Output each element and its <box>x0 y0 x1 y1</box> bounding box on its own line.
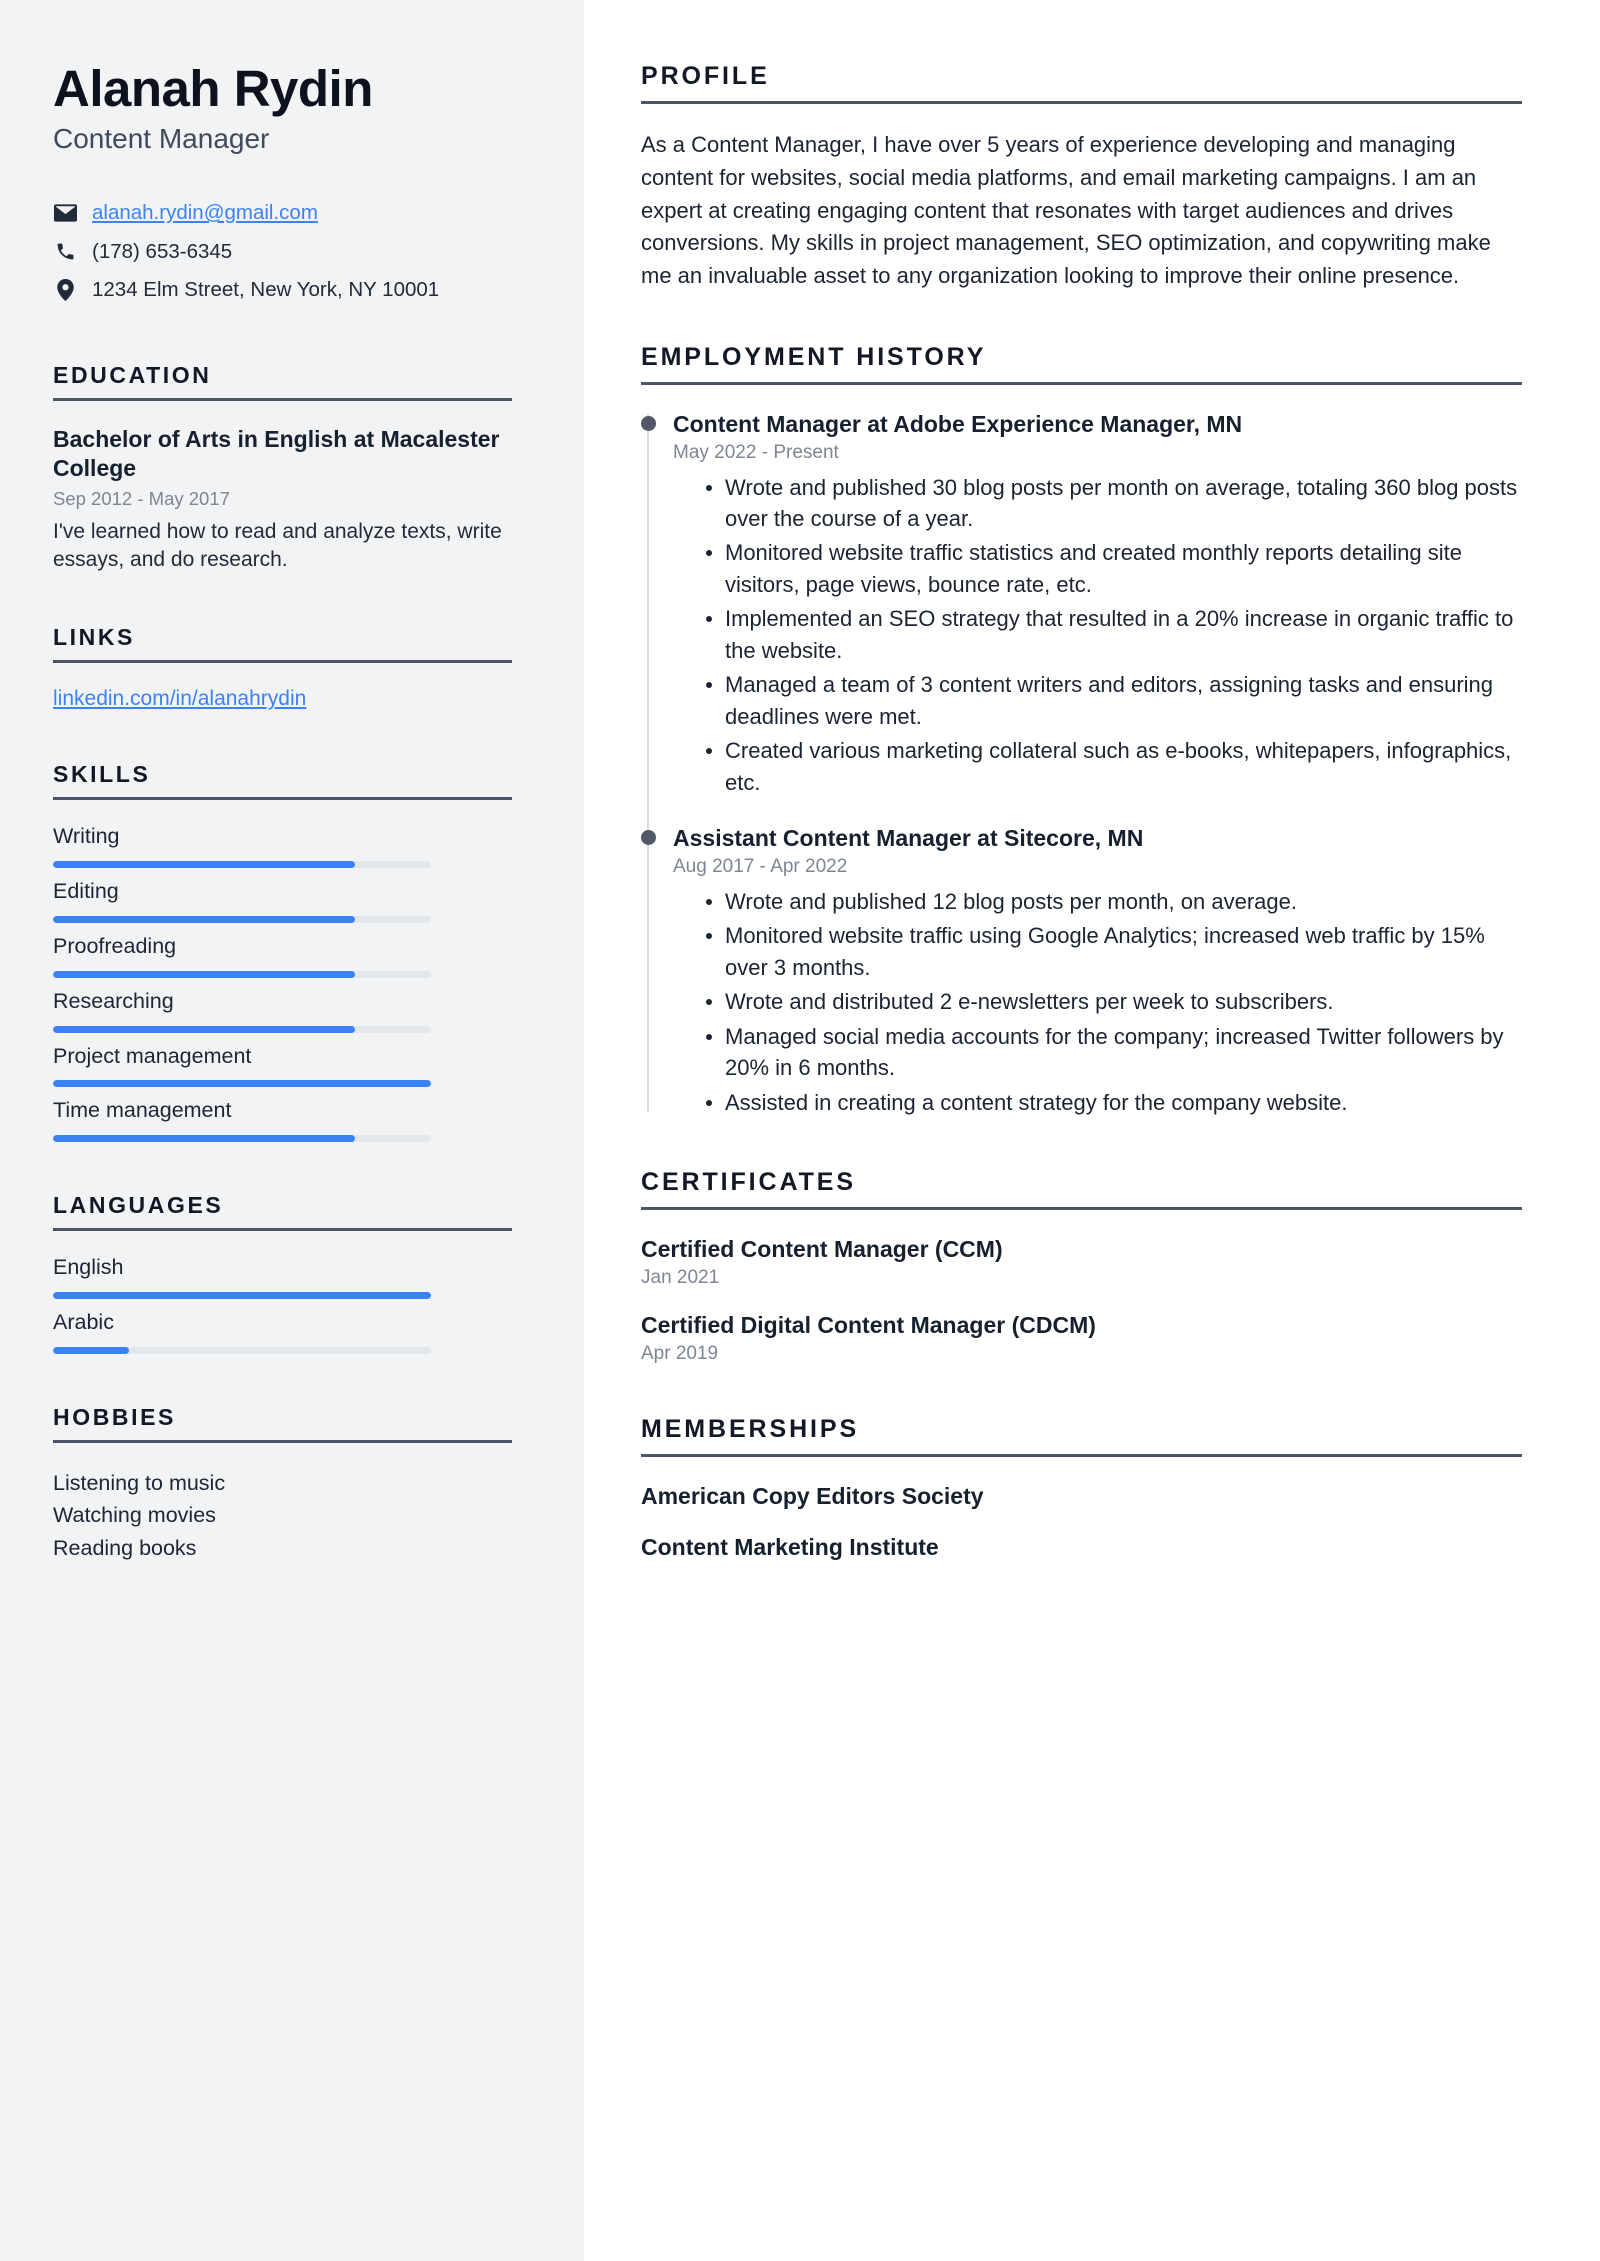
employment-bullet-list <box>673 886 1522 1118</box>
skill-row <box>53 879 512 923</box>
language-label: English <box>53 1255 124 1280</box>
memberships-divider <box>641 1454 1522 1457</box>
section-education <box>53 362 512 574</box>
skill-row <box>53 934 512 978</box>
education-heading: EDUCATION <box>53 362 212 389</box>
education-date: Sep 2012 - May 2017 <box>53 488 230 510</box>
skill-level-track <box>53 1080 431 1087</box>
phone-value: (178) 653-6345 <box>92 239 233 263</box>
skill-level-fill <box>53 861 355 868</box>
email-link[interactable]: alanah.rydin@gmail.com <box>92 201 318 225</box>
contact-address-row <box>53 276 512 304</box>
certificate-name: Certified Content Manager (CCM) <box>641 1236 1003 1263</box>
phone-icon <box>53 241 77 262</box>
languages-list <box>53 1255 512 1354</box>
certificates-divider <box>641 1207 1522 1210</box>
membership-item: American Copy Editors Society <box>641 1482 984 1509</box>
envelope-icon <box>53 204 77 222</box>
profile-heading: PROFILE <box>641 62 770 90</box>
employment-divider <box>641 382 1522 385</box>
certificates-list <box>641 1235 1522 1365</box>
languages-heading: LANGUAGES <box>53 1192 224 1219</box>
education-description: I've learned how to read and analyze texts, write essays, and do research. <box>53 520 502 572</box>
sidebar <box>0 0 584 2261</box>
certificate-entry <box>641 1311 1522 1365</box>
link-item-linkedin[interactable]: linkedin.com/in/alanahrydin <box>53 687 307 711</box>
skill-level-fill <box>53 1080 431 1087</box>
languages-divider <box>53 1228 512 1231</box>
skill-level-fill <box>53 1135 355 1142</box>
employment-bullet: Monitored website traffic using Google Analytics; increased web traffic by 15% over 3 months. <box>705 920 1522 983</box>
language-level-track <box>53 1347 431 1354</box>
skill-level-fill <box>53 916 355 923</box>
language-level-fill <box>53 1292 431 1299</box>
hobbies-list <box>53 1467 512 1565</box>
section-profile <box>641 62 1522 293</box>
skill-level-track <box>53 916 431 923</box>
hobbies-heading: HOBBIES <box>53 1403 176 1430</box>
hobbies-divider <box>53 1440 512 1443</box>
skill-level-track <box>53 1135 431 1142</box>
contact-phone-row <box>53 238 512 266</box>
section-links <box>53 624 512 711</box>
timeline-dot-icon <box>641 416 656 431</box>
employment-heading: EMPLOYMENT HISTORY <box>641 342 987 371</box>
employment-role: Content Manager at Adobe Experience Manager, MN <box>673 410 1243 437</box>
hobby-item: Reading books <box>53 1536 197 1561</box>
contact-email-row[interactable] <box>53 199 512 227</box>
employment-bullet: Wrote and distributed 2 e-newsletters per week to subscribers. <box>705 986 1522 1017</box>
candidate-name: Alanah Rydin <box>53 60 373 117</box>
memberships-list <box>641 1482 1522 1562</box>
skill-row <box>53 824 512 868</box>
skill-level-fill <box>53 1026 355 1033</box>
employment-role: Assistant Content Manager at Sitecore, MN <box>673 825 1144 852</box>
skill-row <box>53 1098 512 1142</box>
employment-bullet: Managed social media accounts for the company; increased Twitter followers by 20% in 6 months. <box>705 1021 1522 1084</box>
certificate-date: Jan 2021 <box>641 1267 720 1288</box>
certificate-name: Certified Digital Content Manager (CDCM) <box>641 1312 1096 1338</box>
certificates-heading: CERTIFICATES <box>641 1168 856 1197</box>
certificate-entry <box>641 1235 1522 1289</box>
skills-divider <box>53 797 512 800</box>
education-divider <box>53 398 512 401</box>
address-value: 1234 Elm Street, New York, NY 10001 <box>92 278 440 302</box>
section-certificates <box>641 1168 1522 1365</box>
employment-entry <box>673 824 1522 1118</box>
profile-text: As a Content Manager, I have over 5 years of experience developing and managing content for websites, social media platforms, and email marketing campaigns. I am an expert at creating engaging content that resonates with target audiences and drives conversions. My skills in project management, SEO optimization, and copywriting make me an invaluable asset to any organization looking to improve their online presence. <box>641 132 1491 289</box>
contact-list <box>53 199 512 304</box>
skill-label: Proofreading <box>53 933 177 958</box>
employment-bullet: Implemented an SEO strategy that resulted in a 20% increase in organic traffic to the website. <box>705 603 1522 666</box>
language-row <box>53 1310 512 1354</box>
skill-level-fill <box>53 971 355 978</box>
employment-bullet: Created various marketing collateral such as e-books, whitepapers, infographics, etc. <box>705 735 1522 798</box>
education-item <box>53 425 512 574</box>
main-column <box>584 0 1600 2261</box>
certificate-date: Apr 2019 <box>641 1342 719 1364</box>
employment-date: May 2022 - Present <box>673 441 839 463</box>
employment-bullet: Managed a team of 3 content writers and editors, assigning tasks and ensuring deadlines were met. <box>705 669 1522 732</box>
section-hobbies <box>53 1404 512 1565</box>
hobby-item: Listening to music <box>53 1470 226 1495</box>
skill-label: Writing <box>53 824 120 849</box>
employment-bullet: Wrote and published 30 blog posts per month on average, totaling 360 blog posts over the course of a year. <box>705 472 1522 535</box>
employment-timeline <box>641 410 1522 1118</box>
language-row <box>53 1255 512 1299</box>
section-skills <box>53 761 512 1142</box>
skill-label: Project management <box>53 1043 252 1068</box>
section-employment-history <box>641 343 1522 1118</box>
education-title: Bachelor of Arts in English at Macalester College <box>53 426 500 482</box>
section-languages <box>53 1192 512 1354</box>
skill-label: Time management <box>53 1098 232 1123</box>
skill-label: Researching <box>53 988 174 1013</box>
links-divider <box>53 660 512 663</box>
profile-divider <box>641 101 1522 104</box>
employment-bullet-list <box>673 472 1522 799</box>
links-heading: LINKS <box>53 624 135 651</box>
hobby-item: Watching movies <box>53 1503 216 1528</box>
skill-level-track <box>53 861 431 868</box>
skills-list <box>53 824 512 1142</box>
skill-label: Editing <box>53 879 119 904</box>
employment-bullet: Assisted in creating a content strategy for the company website. <box>705 1087 1522 1118</box>
memberships-heading: MEMBERSHIPS <box>641 1414 860 1443</box>
section-memberships <box>641 1415 1522 1562</box>
employment-bullet: Wrote and published 12 blog posts per month, on average. <box>705 886 1522 917</box>
skill-row <box>53 1044 512 1088</box>
employment-date: Aug 2017 - Apr 2022 <box>673 855 848 877</box>
language-level-fill <box>53 1347 129 1354</box>
skills-heading: SKILLS <box>53 761 151 788</box>
employment-entry <box>673 410 1522 798</box>
skill-level-track <box>53 971 431 978</box>
skill-row <box>53 989 512 1033</box>
language-level-track <box>53 1292 431 1299</box>
timeline-dot-icon <box>641 830 656 845</box>
map-pin-icon <box>53 279 77 301</box>
candidate-job-title: Content Manager <box>53 122 270 154</box>
employment-bullet: Monitored website traffic statistics and created monthly reports detailing site visitors, page views, bounce rate, etc. <box>705 537 1522 600</box>
skill-level-track <box>53 1026 431 1033</box>
language-label: Arabic <box>53 1309 114 1334</box>
membership-item: Content Marketing Institute <box>641 1533 939 1560</box>
